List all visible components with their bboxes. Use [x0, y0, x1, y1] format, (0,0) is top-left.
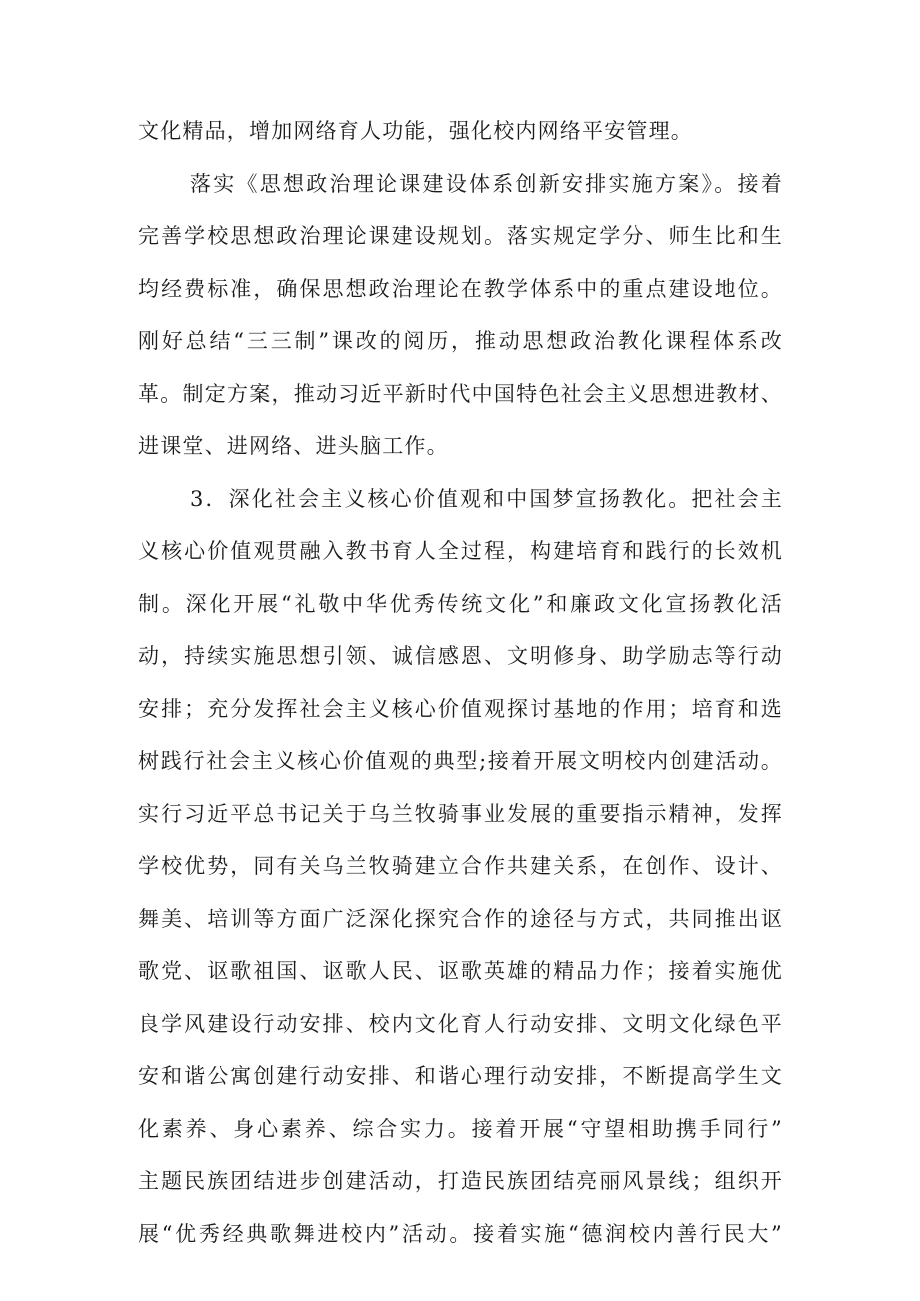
text-line: 文化精品，增加网络育人功能，强化校内网络平安管理。: [138, 119, 693, 143]
text-line: 完善学校思想政治理论课建设规划。落实规定学分、师生比和生: [138, 224, 783, 248]
text-line: 动，持续实施思想引领、诚信感恩、文明修身、助学励志等行动: [138, 644, 783, 668]
text-line: 安排；充分发挥社会主义核心价值观探讨基地的作用；培育和选: [138, 696, 783, 721]
text-line: 展“优秀经典歌舞进校内”活动。接着实施“德润校内善行民大”: [138, 1221, 783, 1246]
text-line: 主题民族团结进步创建活动，打造民族团结亮丽风景线；组织开: [138, 1169, 783, 1193]
text-line: 舞美、培训等方面广泛深化探究合作的途径与方式，共同推出讴: [138, 906, 783, 931]
text-line: 落实《思想政治理论课建设体系创新安排实施方案》。接着: [190, 171, 783, 196]
text-line: 刚好总结“三三制”课改的阅历，推动思想政治教化课程体系改: [138, 329, 783, 353]
text-line: 革。制定方案，推动习近平新时代中国特色社会主义思想进教材、: [138, 381, 783, 406]
text-line: 实行习近平总书记关于乌兰牧骑事业发展的重要指示精神，发挥: [138, 801, 783, 826]
text-line: 进课堂、进网络、进头脑工作。: [138, 434, 449, 458]
text-line: 义核心价值观贯融入教书育人全过程，构建培育和践行的长效机: [138, 539, 783, 563]
text-line: 学校优势，同有关乌兰牧骑建立合作共建关系，在创作、设计、: [138, 854, 783, 878]
text-line: 安和谐公寓创建行动安排、和谐心理行动安排，不断提高学生文: [138, 1064, 783, 1088]
text-line: 均经费标准，确保思想政治理论在教学体系中的重点建设地位。: [138, 276, 783, 301]
text-line: 制。深化开展“礼敬中华优秀传统文化”和廉政文化宣扬教化活: [138, 591, 783, 616]
text-line: 3．深化社会主义核心价值观和中国梦宣扬教化。把社会主: [190, 486, 783, 511]
text-line: 歌党、讴歌祖国、讴歌人民、讴歌英雄的精品力作；接着实施优: [138, 959, 783, 983]
document-page: [138, 105, 783, 1260]
text-line: 良学风建设行动安排、校内文化育人行动安排、文明文化绿色平: [138, 1011, 783, 1036]
text-line: 化素养、身心素养、综合实力。接着开展“守望相助携手同行”: [138, 1116, 783, 1141]
text-line: 树践行社会主义核心价值观的典型;接着开展文明校内创建活动。: [138, 749, 783, 773]
